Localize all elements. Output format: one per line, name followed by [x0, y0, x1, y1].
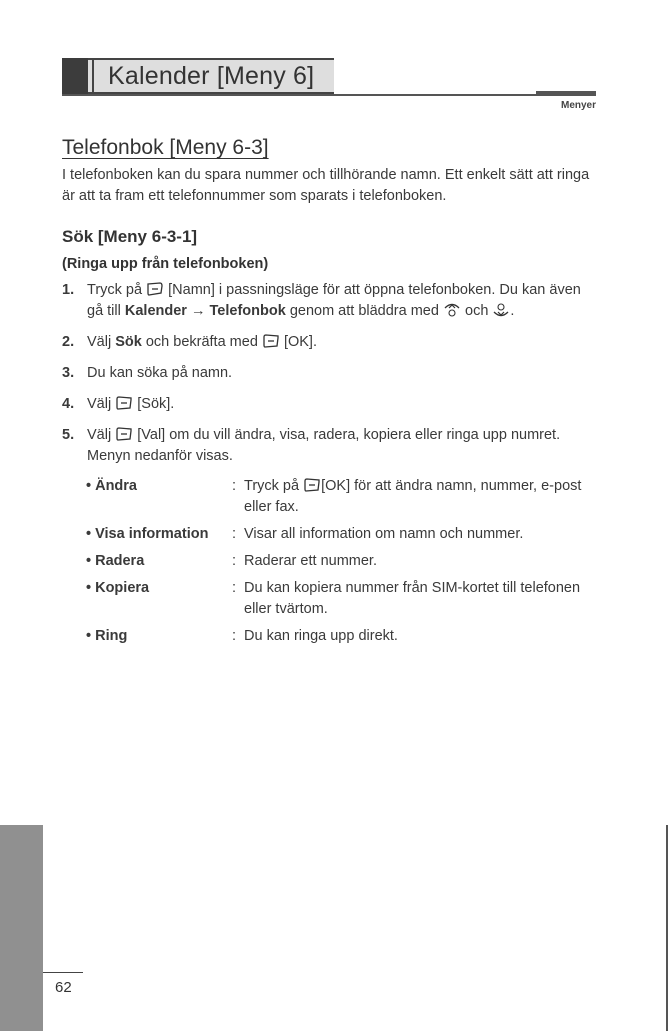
option-name: • Radera	[86, 553, 145, 569]
subheading: Sök [Meny 6-3-1]	[62, 227, 198, 246]
step-number: 1.	[62, 282, 75, 298]
option-kopiera	[86, 578, 596, 620]
step-text: Tryck på	[87, 282, 143, 298]
option-name: • Ändra	[86, 478, 137, 494]
option-radera	[86, 551, 596, 572]
options-list	[86, 476, 596, 653]
left-soft-key-icon	[262, 333, 280, 349]
option-text: Tryck på	[244, 478, 300, 494]
chapter-marker-block	[62, 58, 88, 94]
option-description	[232, 578, 596, 620]
menu-path-kalender: Kalender	[124, 303, 187, 319]
step-number: 5.	[62, 427, 75, 443]
option-description	[232, 626, 596, 647]
step-1	[62, 280, 592, 322]
chapter-title: Kalender [Meny 6]	[108, 62, 315, 90]
right-soft-key-icon	[146, 281, 164, 297]
option-colon: :	[232, 628, 237, 644]
sub-subheading: (Ringa upp från telefonboken)	[62, 256, 269, 272]
header-rule-tab	[536, 91, 596, 96]
option-name: • Visa information	[86, 526, 209, 542]
option-text: [OK] för att ändra namn, nummer, e-post eller fax.	[244, 478, 582, 515]
option-colon: :	[232, 526, 237, 542]
menu-item-sok: Sök	[115, 334, 142, 350]
option-description	[232, 476, 596, 518]
option-andra	[86, 476, 596, 518]
option-visa-information	[86, 524, 596, 545]
option-description	[232, 551, 596, 572]
menu-path-telefonbok: Telefonbok	[209, 303, 286, 319]
intro-paragraph: I telefonboken kan du spara nummer och tillhörande namn. Ett enkelt sätt att ringa är att ta fram ett telefonnummer som sparats i telefonboken.	[62, 167, 590, 204]
option-name: • Kopiera	[86, 580, 150, 596]
option-colon: :	[232, 478, 237, 494]
page-number-rule	[43, 972, 83, 973]
nav-down-key-icon	[492, 302, 510, 318]
option-text: Visar all information om namn och nummer.	[244, 526, 524, 542]
page-edge-line	[666, 825, 668, 1031]
option-name: • Ring	[86, 628, 128, 644]
option-colon: :	[232, 580, 237, 596]
step-2	[62, 332, 592, 353]
step-number: 2.	[62, 334, 75, 350]
step-text: [Sök].	[137, 396, 175, 412]
arrow-icon: →	[190, 303, 206, 319]
step-4	[62, 394, 592, 415]
option-ring	[86, 626, 596, 647]
step-text: .	[510, 303, 515, 319]
step-text: [Val] om du vill ändra, visa, radera, kopiera eller ringa upp numret. Menyn nedanför visas.	[87, 427, 561, 464]
step-text: Du kan söka på namn.	[87, 365, 233, 381]
step-text: Välj	[87, 334, 112, 350]
page-number: 62	[55, 979, 72, 996]
step-text: [OK].	[283, 334, 317, 350]
chapter-divider	[92, 58, 94, 94]
nav-up-key-icon	[443, 302, 461, 318]
option-description	[232, 524, 596, 545]
step-text: genom att bläddra med	[289, 303, 439, 319]
step-number: 4.	[62, 396, 75, 412]
steps-list	[62, 280, 592, 477]
step-text: Välj	[87, 427, 112, 443]
left-soft-key-icon	[115, 426, 133, 442]
side-tab	[0, 825, 43, 1031]
step-number: 3.	[62, 365, 75, 381]
step-text: [Namn] i passningsläge för att öppna telefonboken. Du kan även gå till	[87, 282, 581, 319]
section-label: Menyer	[560, 100, 596, 111]
step-3	[62, 363, 592, 384]
option-text: Du kan kopiera nummer från SIM-kortet till telefonen eller tvärtom.	[244, 580, 581, 617]
header-rule	[62, 94, 596, 96]
option-colon: :	[232, 553, 237, 569]
left-soft-key-icon	[115, 395, 133, 411]
step-text: Välj	[87, 396, 112, 412]
step-text: och	[465, 303, 489, 319]
option-text: Raderar ett nummer.	[244, 553, 377, 569]
page-heading: Telefonbok [Meny 6-3]	[62, 136, 269, 159]
option-text: Du kan ringa upp direkt.	[244, 628, 398, 644]
step-5	[62, 425, 592, 467]
step-text: och bekräfta med	[145, 334, 258, 350]
left-soft-key-icon	[303, 477, 321, 493]
